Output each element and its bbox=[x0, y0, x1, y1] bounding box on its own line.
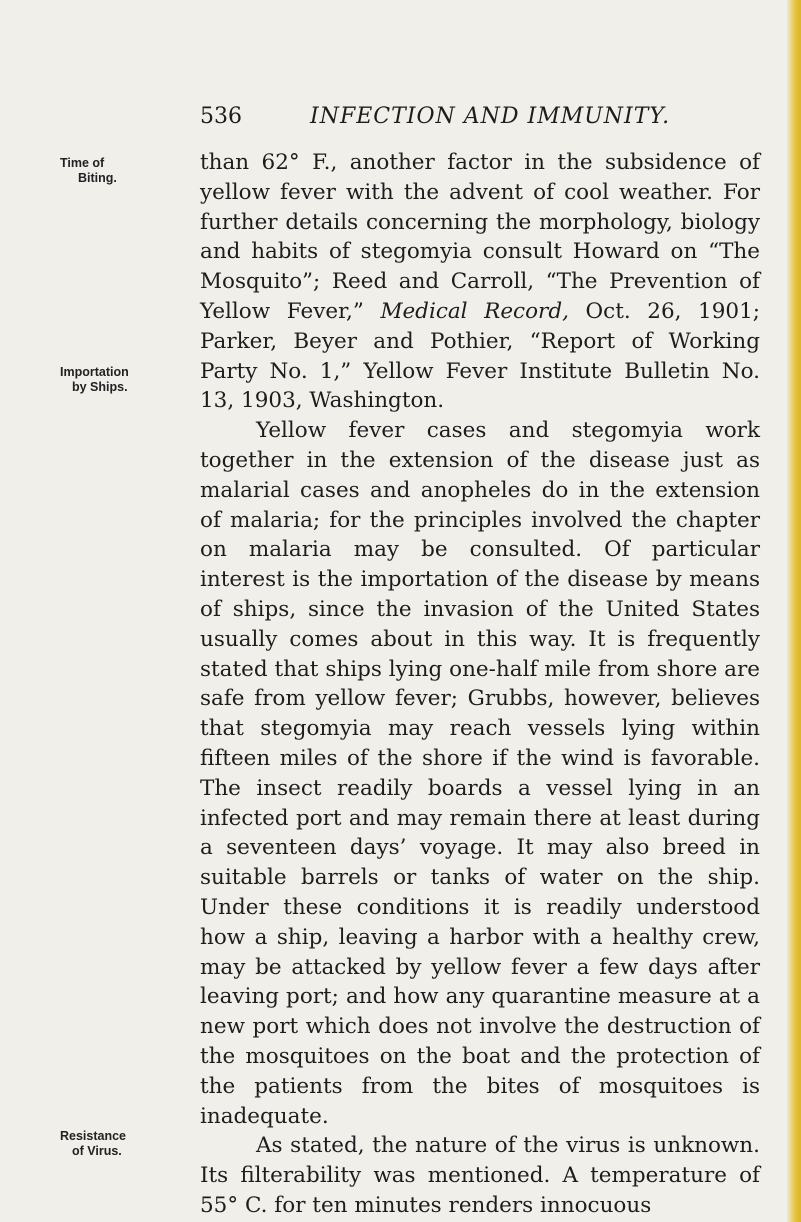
page-number: 536 bbox=[200, 104, 242, 129]
paragraph-text: than 62° F., another factor in the subsidence of yellow fever with the advent of cool weather. For further details concerning the morphology, biology and habits of stegomyia consult Howard on “The Mosquito”; Reed and Carroll, “The Prevention of Yellow Fever,” bbox=[200, 150, 760, 324]
paragraph-time-of-biting bbox=[200, 148, 760, 416]
sidenote-line: Resistance bbox=[60, 1129, 127, 1143]
body-text bbox=[200, 148, 760, 1221]
sidenote-line: Importation bbox=[60, 365, 129, 379]
sidenote-resistance-of-virus bbox=[60, 1129, 190, 1159]
page-edge bbox=[787, 0, 801, 1222]
page-header bbox=[0, 104, 801, 134]
sidenote-line: Biting. bbox=[78, 171, 117, 185]
paragraph-importation: Yellow fever cases and stegomyia work together in the extension of the disease just as malarial cases and anopheles do in the extension of malaria; for the principles involved the chapter on malaria may be consulted. Of particular interest is the importation of the disease by means of ships, since the invasion of the United States usually comes about in this way. It is frequently stated that ships lying one-half mile from shore are safe from yellow fever; Grubbs, however, believes that stegomyia may reach vessels lying within fifteen miles of the shore if the wind is favorable. The insect readily boards a vessel lying in an infected port and may remain there at least during a seventeen days’ voyage. It may also breed in suitable barrels or tanks of water on the ship. Under these conditions it is readily understood how a ship, leaving a harbor with a healthy crew, may be attacked by yellow fever a few days after leaving port; and how any quarantine measure at a new port which does not involve the destruction of the mosquitoes on the boat and the protection of the patients from the bites of mosquitoes is inadequate. bbox=[200, 418, 760, 1129]
sidenote-time-of-biting bbox=[60, 156, 190, 186]
sidenote-line: by Ships. bbox=[72, 380, 128, 394]
paragraph-text: Oct. 26, 1901; Parker, Beyer and Pothier, “Report of Working Party No. 1,” Yellow Fever Institute Bulletin No. 13, 1903, Washington. bbox=[200, 298, 761, 414]
paragraph-resistance: As stated, the nature of the virus is unknown. Its filterability was mentioned. A temperature of 55° C. for ten minutes renders innocuous bbox=[200, 1133, 760, 1218]
sidenote-importation-by-ships bbox=[60, 365, 190, 395]
sidenote-line: Time of bbox=[60, 156, 105, 170]
journal-title: Medical Record, bbox=[380, 298, 569, 324]
sidenote-line: of Virus. bbox=[72, 1144, 122, 1158]
running-title: INFECTION AND IMMUNITY. bbox=[310, 104, 671, 129]
